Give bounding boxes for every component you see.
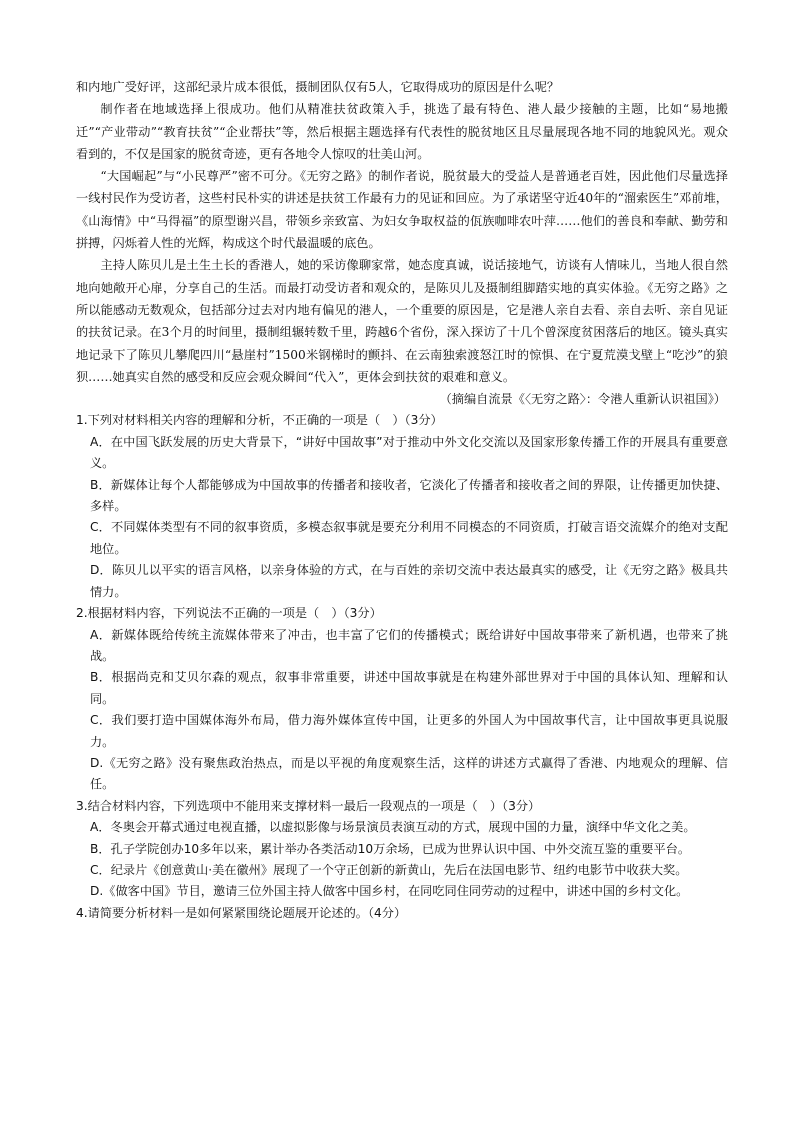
passage-paragraph-4: 主持人陈贝儿是土生土长的香港人，她的采访像聊家常，她态度真诚，说话接地气，访谈有人情味儿，当地人很自然地向她敞开心扉，分享自己的生活。而最打动受访者和观众的，是陈贝儿及摄制组脚踏实地的真实体验。《无穷之路》之所以能感动无数观众，包括部分过去对内地有偏见的港人，一个重要的原因是，它是港人亲自去看、亲自去听、亲自见证的扶贫记录。在3个月的时间里，摄制组辗转数千里，跨越6个省份，深入探访了十几个曾深度贫困落后的地区。镜头真实地记录下了陈贝儿攀爬四川“悬崖村”1500米钢梯时的颤抖、在云南独索渡怒江时的惊惧、在宁夏荒漠戈壁上“吃沙”的狼狈……她真实自然的感受和反应会观众瞬间“代入”，更体会到扶贫的艰难和意义。	[76, 258, 728, 384]
option-d: D.《做客中国》节目，邀请三位外国主持人做客中国乡村，在同吃同住同劳动的过程中，讲述中国的乡村文化。	[90, 884, 689, 899]
question-stem: 2.根据材料内容，下列说法不正确的一项是（ ）（3分）	[76, 606, 382, 621]
option-c: C．我们要打造中国媒体海外布局，借力海外媒体宣传中国，让更多的外国人为中国故事代言，让中国故事更具说服力。	[90, 713, 728, 749]
option-c: C．纪录片《创意黄山·美在徽州》展现了一个守正创新的新黄山，先后在法国电影节、纽约电影节中收获大奖。	[90, 862, 688, 877]
option-a: A．冬奥会开幕式通过电视直播，以虚拟影像与场景演员表演互动的方式，展现中国的力量，演绎中华文化之美。	[90, 820, 696, 835]
option-c: C．不同媒体类型有不同的叙事资质，多模态叙事就是要充分利用不同模态的不同资质，打破言语交流媒介的绝对支配地位。	[90, 520, 728, 556]
passage-paragraph-2: 制作者在地域选择上很成功。他们从精准扶贫政策入手，挑选了最有特色、港人最少接触的主题，比如“易地搬迁”“产业带动”“教育扶贫”“企业帮扶”等，然后根据主题选择有代表性的脱贫地区且尽量展现各地不同的地貌风光。观众看到的，不仅是国家的脱贫奇迹，更有各地令人惊叹的壮美山河。	[76, 102, 728, 161]
question-stem: 4.请简要分析材料一是如何紧紧围绕论题展开论述的。（4分）	[76, 905, 407, 920]
question-stem: 1.下列对材料相关内容的理解和分析，不正确的一项是（ ）（3分）	[76, 413, 443, 428]
option-b: B．根据尚克和艾贝尔森的观点，叙事非常重要，讲述中国故事就是在构建外部世界对于中国的具体认知、理解和认同。	[90, 670, 728, 706]
question-4	[76, 903, 728, 924]
question-2	[76, 603, 728, 796]
question-3	[76, 796, 728, 903]
question-stem: 3.结合材料内容，下列选项中不能用来支撑材料一最后一段观点的一项是（ ）（3分）	[76, 798, 541, 813]
passage-source: （摘编自流景《〈无穷之路〉：令港人重新认识祖国》）	[439, 392, 726, 407]
passage-paragraph-3: “大国崛起”与“小民尊严”密不可分。《无穷之路》的制作者说，脱贫最大的受益人是普通老百姓，因此他们尽量选择一线村民作为受访者，这些村民朴实的讲述是扶贫工作最有力的见证和回应。为了承诺坚守近40年的“溜索医生”邓前堆，《山海情》中“马得福”的原型谢兴昌，带领乡亲致富、为妇女争取权益的佤族咖啡农叶萍……他们的善良和奉献、勤劳和拼搏，闪烁着人性的光辉，构成这个时代最温暖的底色。	[76, 169, 728, 251]
option-b: B．新媒体让每个人都能够成为中国故事的传播者和接收者，它淡化了传播者和接收者之间的界限，让传播更加快捷、多样。	[90, 477, 728, 514]
option-a: A．在中国飞跃发展的历史大背景下，“讲好中国故事”对于推动中外文化交流以及国家形象传播工作的开展具有重要意义。	[90, 434, 728, 471]
reading-passage	[76, 76, 728, 410]
passage-paragraph-1: 和内地广受好评，这部纪录片成本很低，摄制团队仅有5人，它取得成功的原因是什么呢？	[76, 80, 560, 94]
option-d: D.《无穷之路》没有聚焦政治热点，而是以平视的角度观察生活，这样的讲述方式赢得了香港、内地观众的理解、信任。	[90, 755, 728, 792]
question-1	[76, 410, 728, 603]
option-b: B．孔子学院创办10多年以来，累计举办各类活动10万余场，已成为世界认识中国、中外交流互鉴的重要平台。	[90, 841, 691, 856]
option-a: A．新媒体既给传统主流媒体带来了冲击，也丰富了它们的传播模式；既给讲好中国故事带来了新机遇，也带来了挑战。	[90, 627, 728, 663]
option-d: D．陈贝儿以平实的语言风格，以亲身体验的方式，在与百姓的亲切交流中表达最真实的感受，让《无穷之路》极具共情力。	[90, 563, 728, 599]
exam-page	[76, 76, 728, 924]
